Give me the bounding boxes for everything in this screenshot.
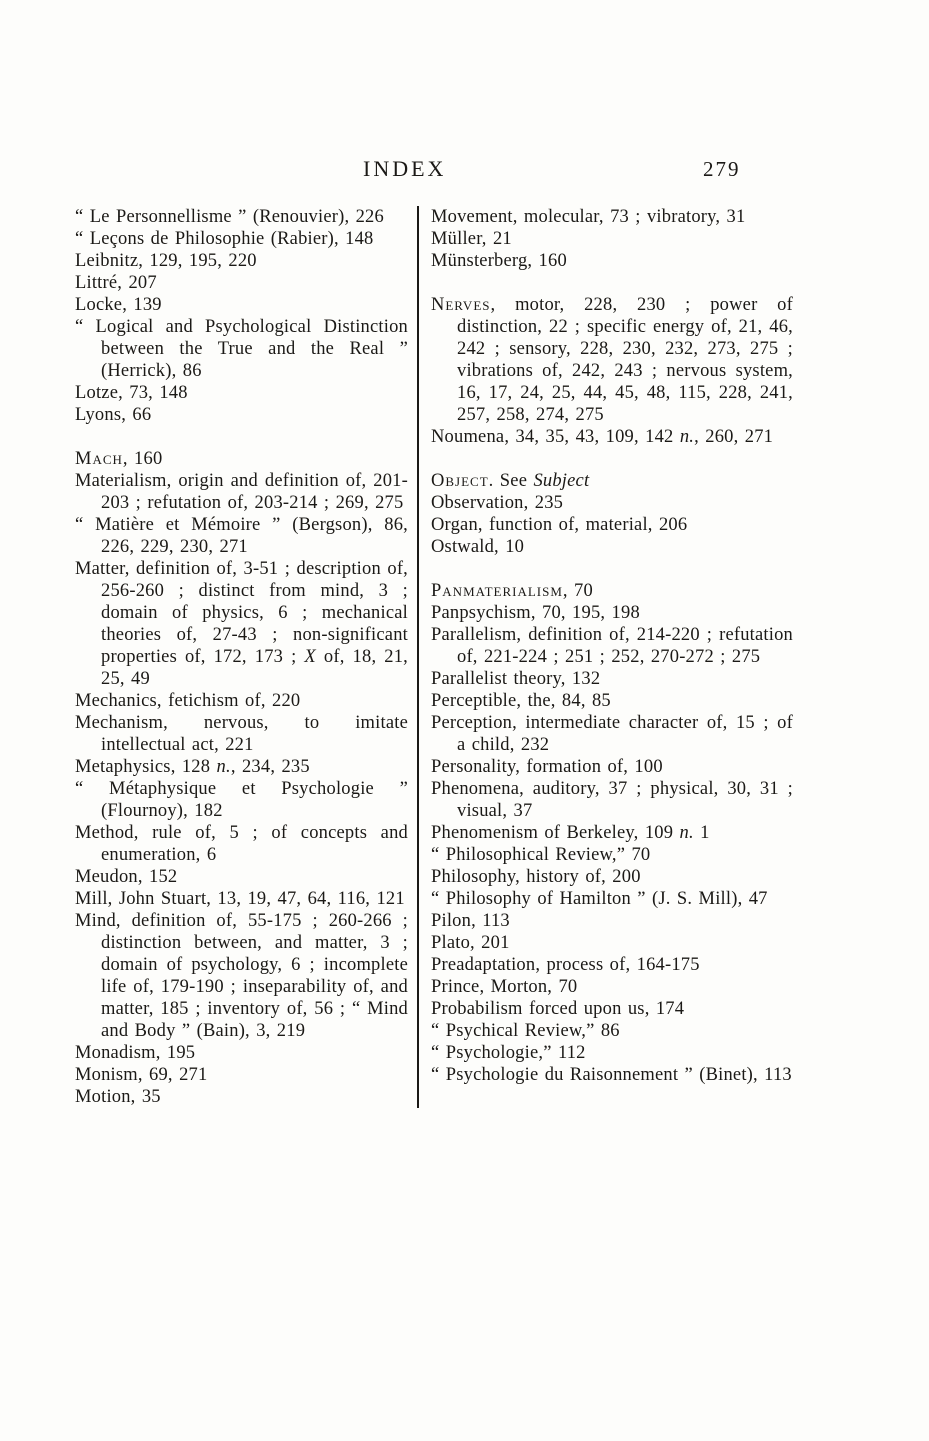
entry-segment: “ Leçons de Philosophie (Rabier), 148 [75,229,374,249]
entry-segment: 1 [693,823,710,843]
index-entry [431,470,793,492]
index-entry [431,602,793,624]
entry-segment: . See [488,471,534,491]
entry-segment: , 160 [122,449,163,469]
entry-segment: Parallelist theory, 132 [431,669,601,689]
index-entry [431,250,793,272]
entry-segment: “ Psychical Review,” 86 [431,1021,620,1041]
index-entry [431,822,793,844]
index-entry [431,1064,793,1086]
index-entry [75,756,408,778]
entry-segment: Müller, 21 [431,229,512,249]
entry-segment: , motor, 228, 230 ; power of distinction, 22 ; specific energy of, 21, 46, 242 ; sensory, 228, 230, 232, 273, 275 ; vibrations of, 242, 243 ; nervous system, 16, 17, 24, 25, 44, 45, 48, 115, 228, 241, 257, 258, 274, 275 [457,295,793,425]
entry-segment: Subject [533,471,590,491]
entry-segment: Organ, function of, material, 206 [431,515,688,535]
index-entry [431,228,793,250]
entry-segment: Probabilism forced upon us, 174 [431,999,685,1019]
index-entry [75,1042,408,1064]
index-entry [75,514,408,558]
entry-segment: Nerves [431,295,491,315]
entry-segment: Matter, definition of, 3-51 ; description of, 256-260 ; distinct from mind, 3 ; domain of physics, 6 ; mechanical theories of, 27-43 ; non-significant properties of, 172, 173 ; [75,559,408,667]
entry-segment: Phenomenism of Berkeley, 109 [431,823,680,843]
entry-segment: Object [431,471,489,491]
page-header [0,156,929,188]
entry-segment: Locke, 139 [75,295,162,315]
index-entry [75,712,408,756]
entry-segment: Plato, 201 [431,933,510,953]
entry-segment: “ Logical and Psychological Distinction between the True and the Real ” (Herrick), 86 [75,317,408,381]
entry-segment: Mechanism, nervous, to imitate intellectual act, 221 [75,713,408,755]
index-entry [75,448,408,470]
entry-segment: Mill, John Stuart, 13, 19, 47, 64, 116, 121 [75,889,405,909]
entry-segment: Pilon, 113 [431,911,510,931]
index-entry [431,536,793,558]
entry-segment: Method, rule of, 5 ; of concepts and enumeration, 6 [75,823,408,865]
index-entry [431,668,793,690]
entry-segment: Preadaptation, process of, 164-175 [431,955,700,975]
entry-segment: “ Métaphysique et Psychologie ” (Flournoy), 182 [75,779,408,821]
entry-segment: “ Le Personnellisme ” (Renouvier), 226 [75,207,384,227]
entry-segment: Panmaterialism [431,581,563,601]
entry-segment: “ Philosophical Review,” 70 [431,845,651,865]
index-entry [75,382,408,404]
entry-segment: “ Psychologie du Raisonnement ” (Binet), 113 [431,1065,792,1085]
entry-segment: Parallelism, definition of, 214-220 ; refutation of, 221-224 ; 251 ; 252, 270-272 ; 275 [431,625,793,667]
entry-segment: , 70 [562,581,593,601]
entry-segment: Lyons, 66 [75,405,152,425]
column-right [431,206,793,1108]
entry-segment: Movement, molecular, 73 ; vibratory, 31 [431,207,746,227]
index-entry [431,866,793,888]
index-entry [431,976,793,998]
entry-segment: Münsterberg, 160 [431,251,567,271]
index-entry [431,712,793,756]
entry-segment: Materialism, origin and definition of, 201-203 ; refutation of, 203-214 ; 269, 275 [75,471,408,513]
index-entry [75,1064,408,1086]
entry-segment: Motion, 35 [75,1087,161,1107]
index-entry [75,1086,408,1108]
entry-segment: Phenomena, auditory, 37 ; physical, 30, 31 ; visual, 37 [431,779,793,821]
index-entry [431,1042,793,1064]
index-entry [431,690,793,712]
index-entry [75,294,408,316]
index-entry [75,866,408,888]
index-entry [431,580,793,602]
entry-segment: Prince, Morton, 70 [431,977,578,997]
index-entry [431,844,793,866]
index-entry [75,910,408,1042]
entry-segment: Meudon, 152 [75,867,178,887]
index-entry [75,888,408,910]
entry-segment: X [304,647,316,667]
entry-segment: n. [679,823,694,843]
index-entry [431,426,793,448]
index-entry [431,910,793,932]
entry-segment: Observation, 235 [431,493,564,513]
entry-segment: Noumena, 34, 35, 43, 109, 142 [431,427,680,447]
entry-segment: Mechanics, fetichism of, 220 [75,691,301,711]
entry-segment: “ Psychologie,” 112 [431,1043,586,1063]
index-entry [431,888,793,910]
index-entry [75,558,408,690]
index-entry [75,690,408,712]
entry-segment: Littré, 207 [75,273,157,293]
index-entry [431,954,793,976]
index-entry [431,294,793,426]
page-title: INDEX [363,156,447,181]
entry-segment: Personality, formation of, 100 [431,757,663,777]
entry-segment: Ostwald, 10 [431,537,525,557]
entry-segment: Metaphysics, 128 [75,757,217,777]
page-number: 279 [703,157,741,181]
entry-segment: Mind, definition of, 55-175 ; 260-266 ; distinction between, and matter, 3 ; domain of psychology, 6 ; incomplete life of, 179-190 ; inseparability of, and matter, 185 ; inventory of, 56 ; “ Mind and Body ” (Bain), 3, 219 [75,911,408,1041]
entry-segment: , 260, 271 [694,427,774,447]
entry-segment: “ Matière et Mémoire ” (Bergson), 86, 226, 229, 230, 271 [75,515,408,557]
index-entry [75,822,408,866]
index-entry [431,514,793,536]
entry-segment: Monism, 69, 271 [75,1065,208,1085]
index-entry [75,316,408,382]
entry-segment: Perceptible, the, 84, 85 [431,691,611,711]
entry-segment: Mach [75,449,123,469]
index-entry [431,1020,793,1042]
index-entry [431,778,793,822]
index-entry [431,492,793,514]
index-entry [75,404,408,426]
entry-segment: n. [679,427,695,447]
entry-segment: Panpsychism, 70, 195, 198 [431,603,640,623]
index-entry [75,470,408,514]
column-divider [417,206,419,1108]
index-entry [75,206,408,228]
entry-segment: “ Philosophy of Hamilton ” (J. S. Mill), 47 [431,889,768,909]
index-entry [431,206,793,228]
index-entry [431,998,793,1020]
index-entry [431,624,793,668]
entry-segment: Monadism, 195 [75,1043,196,1063]
entry-segment: Perception, intermediate character of, 15 ; of a child, 232 [431,713,793,755]
entry-segment: Philosophy, history of, 200 [431,867,641,887]
entry-segment: of, 18, 21, 25, 49 [101,647,408,689]
index-entry [431,756,793,778]
entry-segment: n. [216,757,231,777]
index-entry [431,932,793,954]
index-entry [75,228,408,250]
index-entry [75,272,408,294]
entry-segment: Leibnitz, 129, 195, 220 [75,251,257,271]
column-left [75,206,408,1108]
index-entry [75,250,408,272]
entry-segment: , 234, 235 [230,757,310,777]
entry-segment: Lotze, 73, 148 [75,383,188,403]
index-entry [75,778,408,822]
index-columns [75,206,793,1108]
